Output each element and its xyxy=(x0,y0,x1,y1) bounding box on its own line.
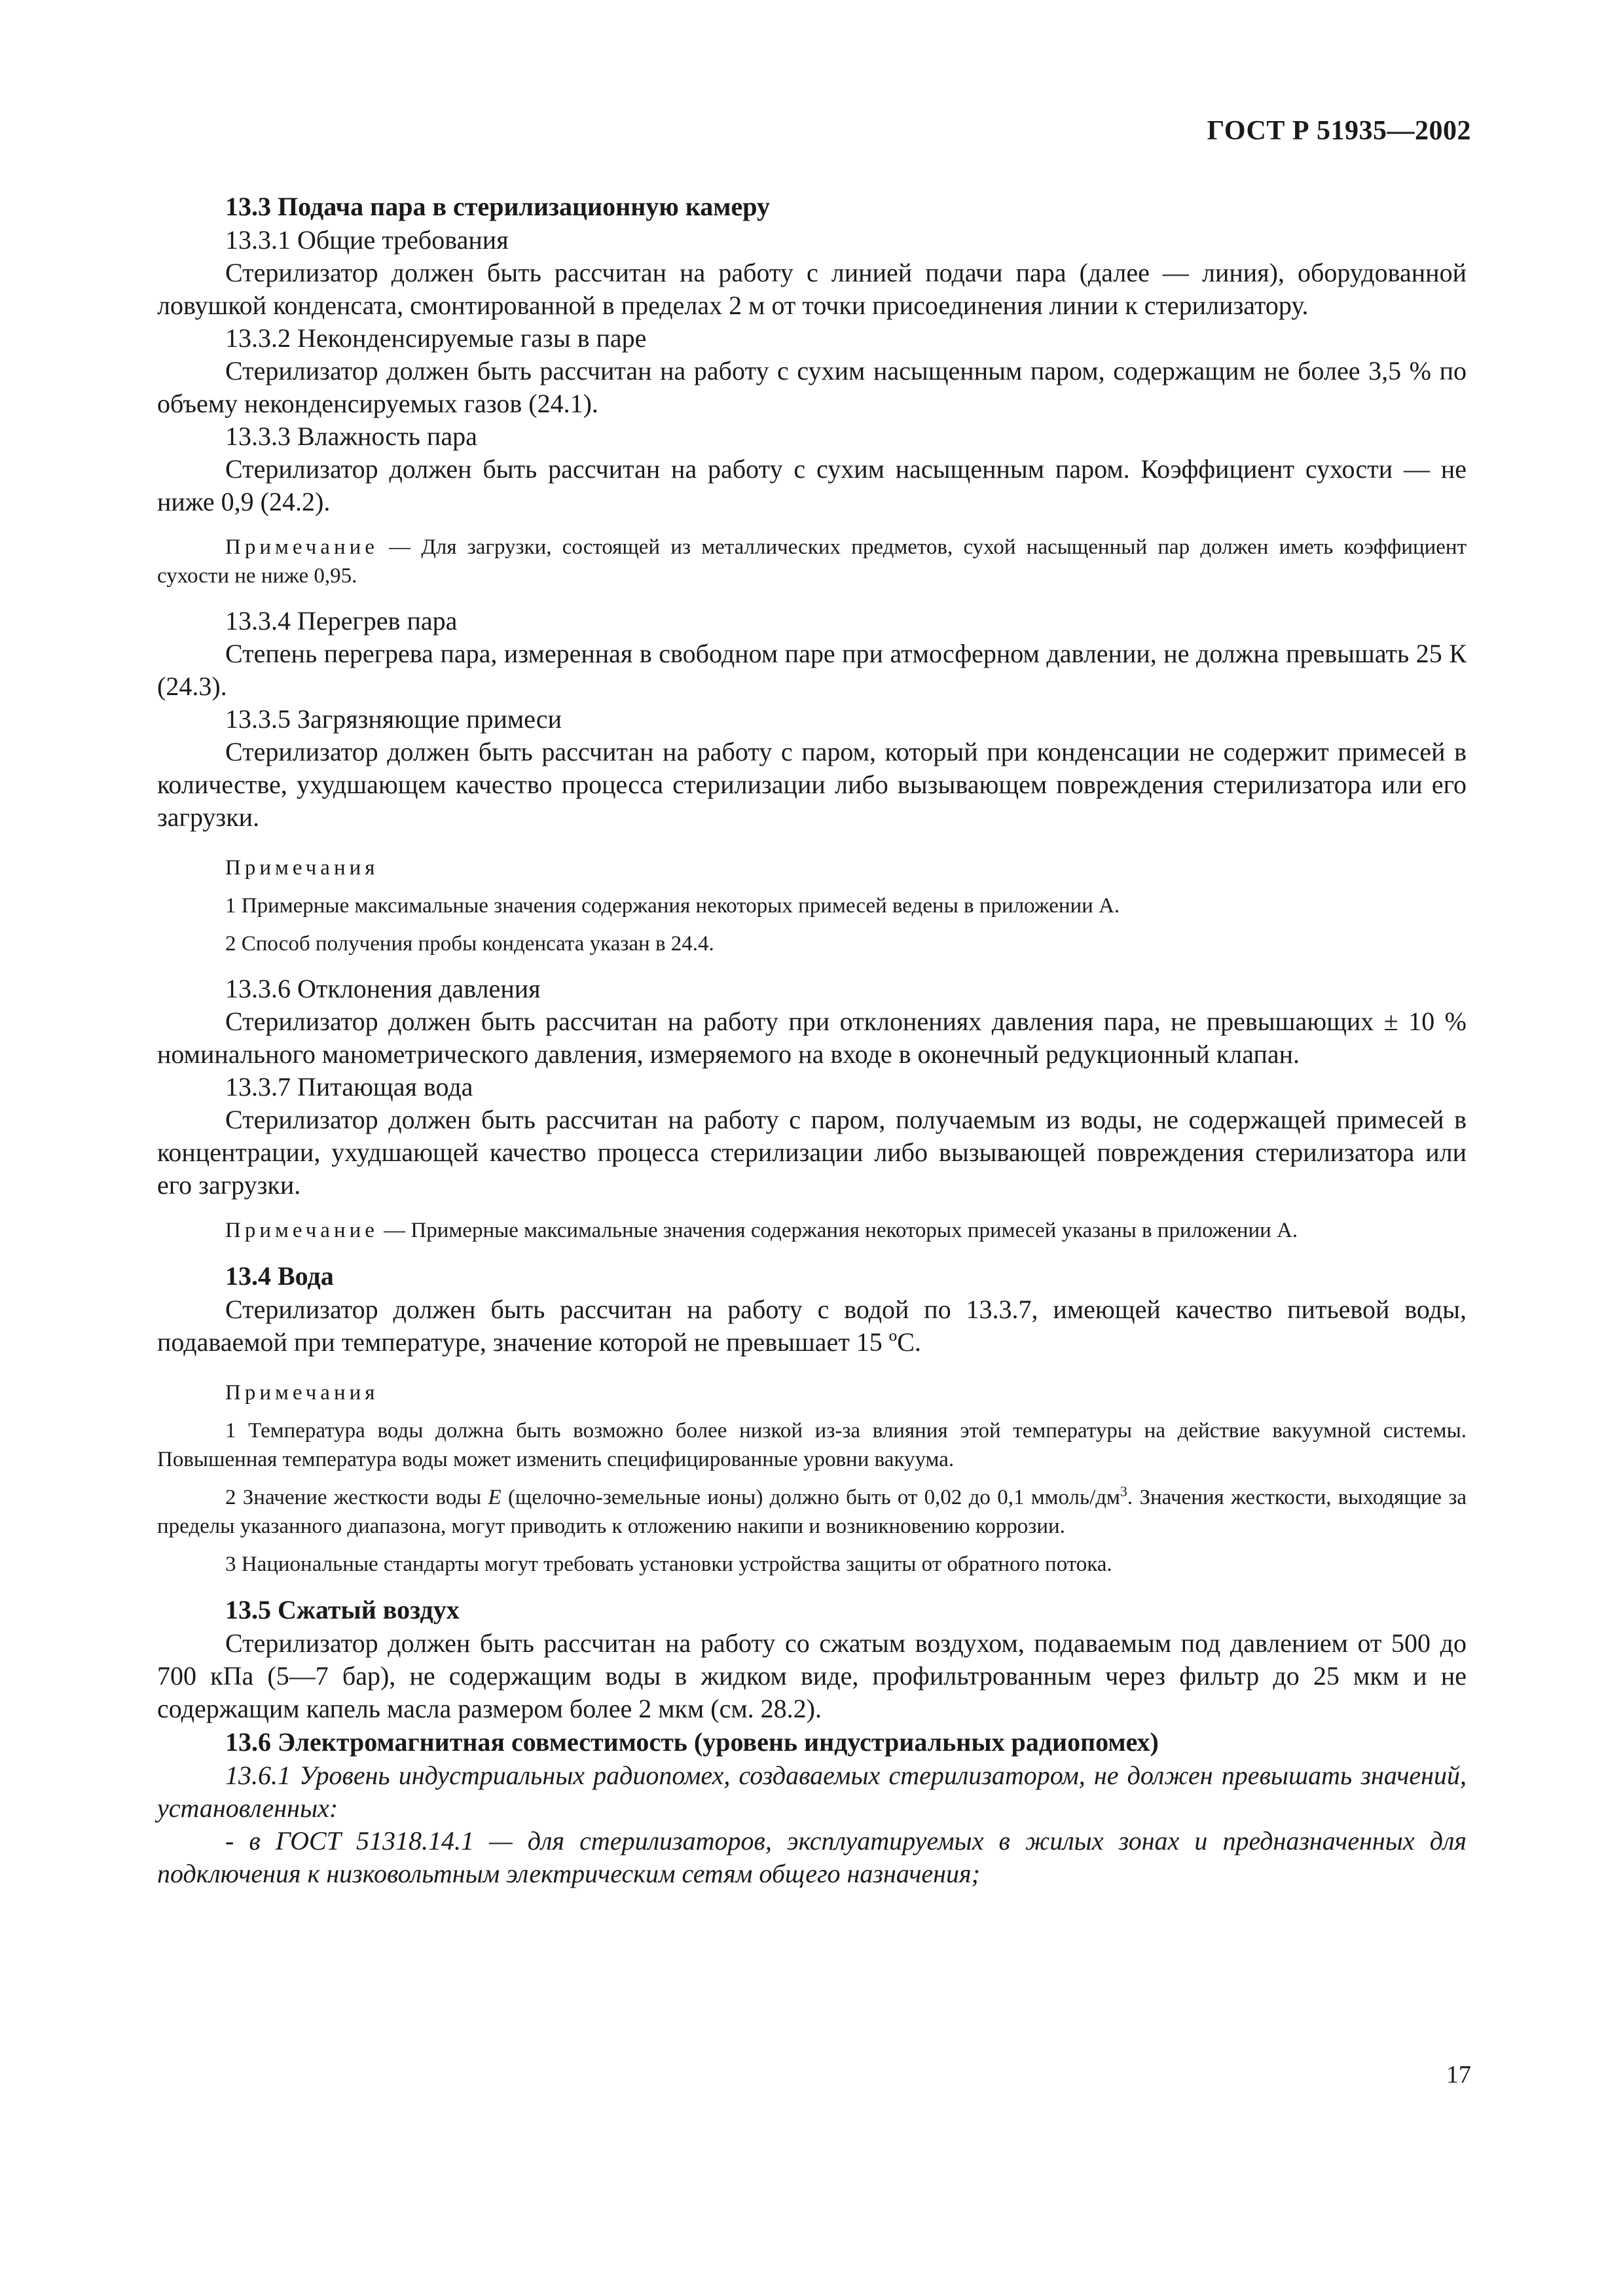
clause-13-3-6-text: Стерилизатор должен быть рассчитан на работу при отклонениях давления пара, не превышающих ± 10 % номинального манометрического давления, измеряемого на входе в оконечный редукционный клапан. xyxy=(157,1007,1467,1069)
clause-13-3-7-text: Стерилизатор должен быть рассчитан на работу с паром, получаемым из воды, не содержащей примесей в концентрации, ухудшающей качество процесса стерилизации либо вызывающей повреждения стерилизатора или его загрузки. xyxy=(157,1105,1467,1200)
clause-13-3-2-text: Стерилизатор должен быть рассчитан на работу с сухим насыщенным паром, содержащим не более 3,5 % по объему неконденсируемых газов (24.1). xyxy=(157,356,1467,418)
note-text: — Примерные максимальные значения содержания некоторых примесей указаны в приложении А. xyxy=(378,1219,1298,1242)
section-13-3-title: 13.3 Подача пара в стерилизационную камеру xyxy=(225,192,770,221)
note-label: Примечание xyxy=(225,535,378,559)
page-content xyxy=(157,190,1467,1890)
section-13-6-title: 13.6 Электромагнитная совместимость (уровень индустриальных радиопомех) xyxy=(225,1727,1159,1757)
unit-superscript: 3 xyxy=(1120,1483,1127,1499)
note-13-3-5-2: 2 Способ получения пробы конденсата указан в 24.4. xyxy=(225,932,714,956)
clause-13-3-7-heading: 13.3.7 Питающая вода xyxy=(225,1072,473,1102)
clause-13-6-1-text: 13.6.1 Уровень индустриальных радиопомех, создаваемых стерилизатором, не должен превышать значений, установленных: xyxy=(157,1761,1467,1823)
section-13-4-title: 13.4 Вода xyxy=(225,1261,334,1291)
clause-13-3-4-heading: 13.3.4 Перегрев пара xyxy=(225,606,458,636)
note-text: 2 Значение жесткости воды xyxy=(225,1486,488,1509)
section-13-4-text: Стерилизатор должен быть рассчитан на работу с водой по 13.3.7, имеющей качество питьевой воды, подаваемой при температуре, значение которой не превышает 15 ºС. xyxy=(157,1295,1467,1357)
clause-13-3-1-text: Стерилизатор должен быть рассчитан на работу с линией подачи пара (далее — линия), оборудованной ловушкой конденсата, смонтированной в пределах 2 м от точки присоединения линии к стерилизатору. xyxy=(157,258,1467,320)
note-text: — Для загрузки, состоящей из металлических предметов, сухой насыщенный пар должен иметь коэффициент сухости не ниже 0,95. xyxy=(157,535,1467,588)
clause-13-3-3-heading: 13.3.3 Влажность пара xyxy=(225,422,477,451)
clause-13-3-5-text: Стерилизатор должен быть рассчитан на работу с паром, который при конденсации не содержит примесей в количестве, ухудшающем качество процесса стерилизации либо вызывающем повреждения стерилизатора или его загрузки. xyxy=(157,737,1467,832)
document-code: ГОСТ Р 51935—2002 xyxy=(1207,116,1471,146)
clause-13-6-1-item: - в ГОСТ 51318.14.1 — для стерилизаторов, эксплуатируемых в жилых зонах и предназначенных для подключения к низковольтным электрическим сетям общего назначения; xyxy=(157,1826,1467,1888)
clause-13-3-4-text: Степень перегрева пара, измеренная в свободном паре при атмосферном давлении, не должна превышать 25 К (24.3). xyxy=(157,639,1467,701)
notes-13-4-label: Примечания xyxy=(225,1381,379,1405)
page-number: 17 xyxy=(1446,2061,1471,2089)
clause-13-3-6-heading: 13.3.6 Отклонения давления xyxy=(225,974,541,1003)
note-text: (щелочно-земельные ионы) должно быть от 0,02 до 0,1 ммоль/дм xyxy=(501,1486,1120,1509)
note-label: Примечание xyxy=(225,1219,378,1242)
section-13-5-title: 13.5 Сжатый воздух xyxy=(225,1595,460,1624)
note-text: . Значения жесткости, выходящие за пределы указанного диапазона, могут приводить к отложению накипи и возникновению коррозии. xyxy=(157,1486,1467,1538)
note-13-4-1: 1 Температура воды должна быть возможно более низкой из-за влияния этой температуры на действие вакуумной системы. Повышенная температура воды может изменить специфицированные уровни вакуума. xyxy=(157,1419,1467,1471)
note-13-3-3 xyxy=(157,533,1467,590)
notes-13-3-5-label: Примечания xyxy=(225,856,379,880)
hardness-symbol: E xyxy=(488,1486,501,1509)
section-13-5-text: Стерилизатор должен быть рассчитан на работу со сжатым воздухом, подаваемым под давлением от 500 до 700 кПа (5—7 бар), не содержащим воды в жидком виде, профильтрованным через фильтр до 25 мкм и не содержащим капель масла размером более 2 мкм (см. 28.2). xyxy=(157,1628,1467,1723)
note-13-3-5-1: 1 Примерные максимальные значения содержания некоторых примесей ведены в приложении А. xyxy=(225,894,1120,918)
clause-13-3-3-text: Стерилизатор должен быть рассчитан на работу с сухим насыщенным паром. Коэффициент сухости — не ниже 0,9 (24.2). xyxy=(157,454,1467,516)
clause-13-3-1-heading: 13.3.1 Общие требования xyxy=(225,225,509,255)
note-13-4-3: 3 Национальные стандарты могут требовать установки устройства защиты от обратного потока. xyxy=(225,1552,1112,1576)
clause-13-3-5-heading: 13.3.5 Загрязняющие примеси xyxy=(225,704,562,734)
clause-13-3-2-heading: 13.3.2 Неконденсируемые газы в паре xyxy=(225,323,647,353)
note-13-3-7 xyxy=(157,1216,1467,1245)
note-13-4-2 xyxy=(157,1483,1467,1541)
